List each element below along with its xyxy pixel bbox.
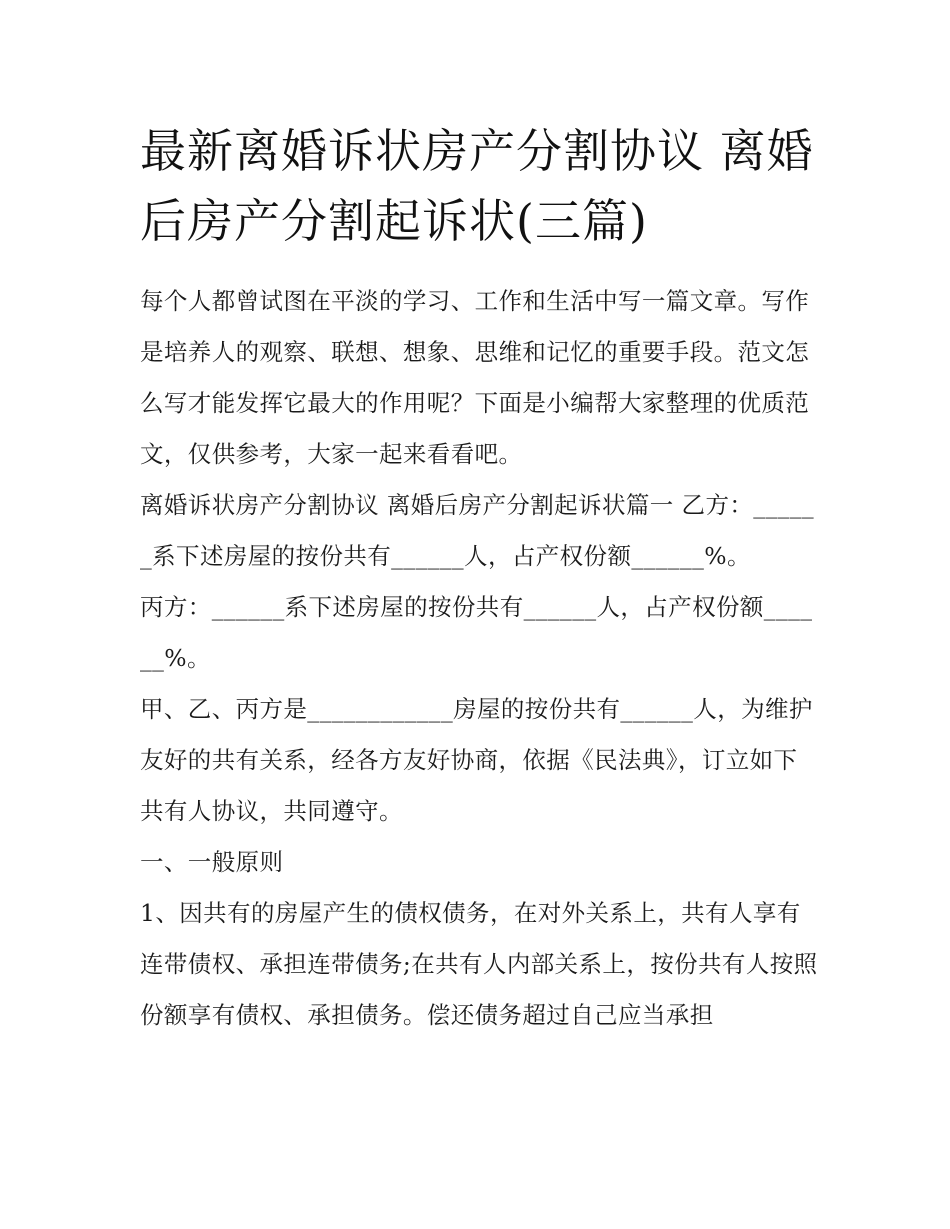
- intro-paragraph: 每个人都曾试图在平淡的学习、工作和生活中写一篇文章。写作是培养人的观察、联想、想象、思维和记忆的重要手段。范文怎么写才能发挥它最大的作用呢？下面是小编帮大家整理的优质范文，仅供参考，大家一起来看看吧。: [140, 287, 810, 468]
- party-b-paragraph: 离婚诉状房产分割协议 离婚后房产分割起诉状篇一 乙方：______系下述房屋的按份共有______人，占产权份额______%。: [140, 491, 814, 570]
- section-heading-general-principles: 一、一般原则: [140, 848, 284, 876]
- clause-1-paragraph: 1、因共有的房屋产生的债权债务，在对外关系上，共有人享有连带债权、承担连带债务;在共有人内部关系上，按份共有人按照份额享有债权、承担债务。偿还债务超过自己应当承担: [140, 899, 818, 1029]
- party-c-paragraph: 丙方：______系下述房屋的按份共有______人，占产权份额______%。: [140, 593, 813, 672]
- agreement-preamble-paragraph: 甲、乙、丙方是____________房屋的按份共有______人，为维护友好的共有关系，经各方友好协商，依据《民法典》，订立如下共有人协议，共同遵守。: [140, 695, 813, 825]
- document-title: 最新离婚诉状房产分割协议 离婚后房产分割起诉状(三篇): [140, 124, 814, 248]
- document-body: [140, 276, 820, 1041]
